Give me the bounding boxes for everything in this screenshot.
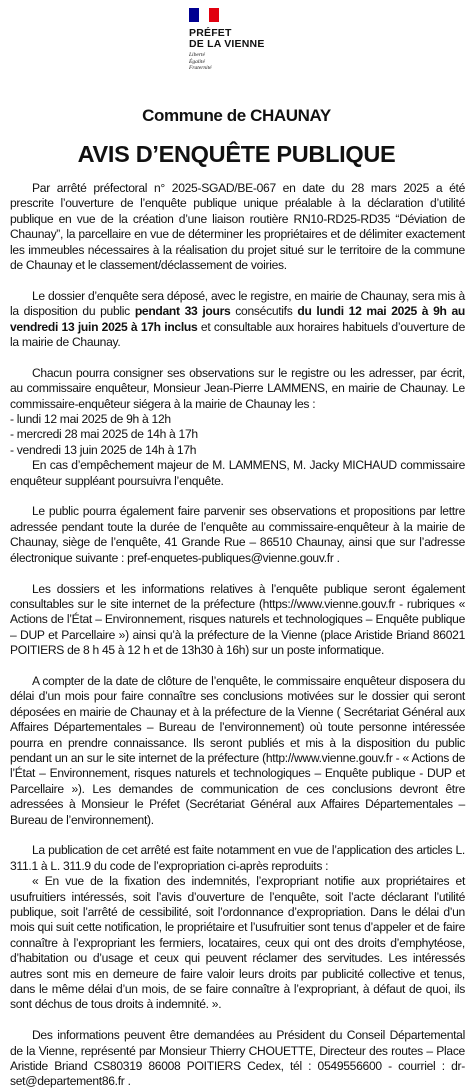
logo-prefet: PRÉFET <box>189 27 232 39</box>
motto-liberte: Liberté <box>189 52 205 58</box>
paragraph-arrete: Par arrêté préfectoral n° 2025-SGAD/BE-067 en date du 28 mars 2025 a été prescrite l’ouverture de l’enquête publique unique préalable à la déclaration d’utilité publique en vue de la création d’une liaison routière RN10-RD25-RD35 “Déviation de Chaunay”, la parcellaire en vue de déterminer les propriétaires et de délimiter exactement les immeubles nécessaires à la réalisation du projet situé sur le territoire de la commune de Chaunay et le classement/déclassement de voiries. <box>10 181 465 273</box>
paragraph-conclusions: A compter de la date de clôture de l’enquête, le commissaire enquêteur disposera du délai d’un mois pour faire connaître ses conclusions motivées sur le dossier qui seront déposées en mairie de Chaunay et à la préfecture de la Vienne ( Secrétariat Général aux Affaires Départementales – Bureau de l’environnement) où toute personne intéressée pourra en prendre connaissance. Ils seront publiés et mis à la disposition du public pendant un an sur le site internet de la préfecture (http://www.vienne.gouv.fr - « Actions de l’État – Environnement, risques naturels et technologiques – Enquête publique - DUP et Parcellaire »). Les demandes de communication de ces conclusions devront être adressées à Monsieur le Préfet (Secrétariat Général aux Affaires Départementales – Bureau de l’environnement). <box>10 673 465 827</box>
paragraph-consultation: Les dossiers et les informations relatives à l’enquête publique seront également consultables sur le site internet de la préfecture (https://www.vienne.gouv.fr - rubriques « Actions de l’État – Environnement, risques naturels et technologiques – Enquête publique – DUP et Parcellaire ») ainsi qu’à la préfecture de la Vienne (place Aristide Briand 86021 POITIERS de 8 h 45 à 12 h et de 13h30 à 16h) sur un poste informatique. <box>10 581 465 658</box>
motto-fraternite: Fraternité <box>189 65 212 71</box>
expropriation-intro: La publication de cet arrêté est faite notamment en vue de l’application des articles L. 311.1 à L. 311.9 du code de l’expropriation ci-après reproduits : <box>10 843 465 873</box>
expropriation-quote: « En vue de la fixation des indemnités, l’expropriant notifie aux propriétaires et usufruitiers intéressés, soit l’avis d’ouverture de l’enquête, soit l’acte déclarant l’utilité publique, soit l’arrêté de cessibilité, soit l’ordonnance d’expropriation. Dans le délai d’un mois qui suit cette notification, le propriétaire et l’usufruitier sont tenus d’appeler et de faire connaître à l’expropriant les fermiers, locataires, ceux qui ont des droits d’emphytéose, d’habitation ou d’usage et ceux qui peuvent réclamer des servitudes. Les intéressés autres sont mis en demeure de faire valoir leurs droits par publicité collective et tenus, dans le même délai d’un mois, de se faire connaître à l’expropriant, à défaut de quoi, ils sont déchus de tous droits à indemnité. ». <box>10 874 465 1012</box>
permanence-item: - lundi 12 mai 2025 de 9h à 12h <box>10 412 171 427</box>
dossier-duration: pendant 33 jours <box>134 304 231 319</box>
prefecture-logo <box>186 8 286 72</box>
logo-motto <box>189 52 286 72</box>
commune-heading: Commune de CHAUNAY <box>142 106 331 125</box>
dossier-dates: du lundi 12 mai 2025 à 9h au vendredi 13 juin 2025 à 17h inclus <box>10 304 465 334</box>
permanences-outro: En cas d’empêchement majeur de M. LAMMENS, M. Jacky MICHAUD commissaire enquêteur suppléant poursuivra l’enquête. <box>10 458 465 488</box>
dossier-text-3: et consultable aux horaires habituels d’ouverture de la mairie de Chaunay. <box>10 319 465 350</box>
dossier-text-2: consécutifs <box>230 304 298 319</box>
french-flag-icon <box>189 8 219 22</box>
paragraph-contact: Des informations peuvent être demandées au Président du Conseil Départemental de la Vienne, représenté par Monsieur Thierry CHOUETTE, Directeur des routes – Place Aristide Briand CS80319 86008 POITIERS Cedex, tél : 0549556600 - courriel : dr-set@departement86.fr . <box>10 1028 465 1089</box>
paragraph-expropriation <box>10 843 465 1012</box>
motto-egalite: Égalité <box>189 58 205 65</box>
permanence-item: - mercredi 28 mai 2025 de 14h à 17h <box>10 427 198 442</box>
logo-de-la-vienne: DE LA VIENNE <box>189 38 265 50</box>
dossier-text-1: Le dossier d’enquête sera déposé, avec le registre, en mairie de Chaunay, sera mis à la disposition du public <box>10 288 465 319</box>
paragraph-courrier: Le public pourra également faire parvenir ses observations et propositions par lettre adressée pendant toute la durée de l’enquête au commissaire-enquêteur à la mairie de Chaunay, siège de l’enquête, 41 Grande Rue – 86510 Chaunay, ainsi que sur l’adresse électronique suivante : pref-enquetes-publiques@vienne.gouv.fr . <box>10 504 465 565</box>
permanence-item: - vendredi 13 juin 2025 de 14h à 17h <box>10 442 197 457</box>
paragraph-permanences <box>10 366 465 489</box>
permanences-intro: Chacun pourra consigner ses observations sur le registre ou les adresser, par écrit, au commissaire enquêteur, Monsieur Jean-Pierre LAMMENS, en mairie de Chaunay. Le commissaire-enquêteur siégera à la mairie de Chaunay les : <box>10 365 465 411</box>
notice-body <box>10 181 465 1090</box>
page-title: AVIS D’ENQUÊTE PUBLIQUE <box>77 141 396 167</box>
paragraph-dossier <box>10 289 465 351</box>
